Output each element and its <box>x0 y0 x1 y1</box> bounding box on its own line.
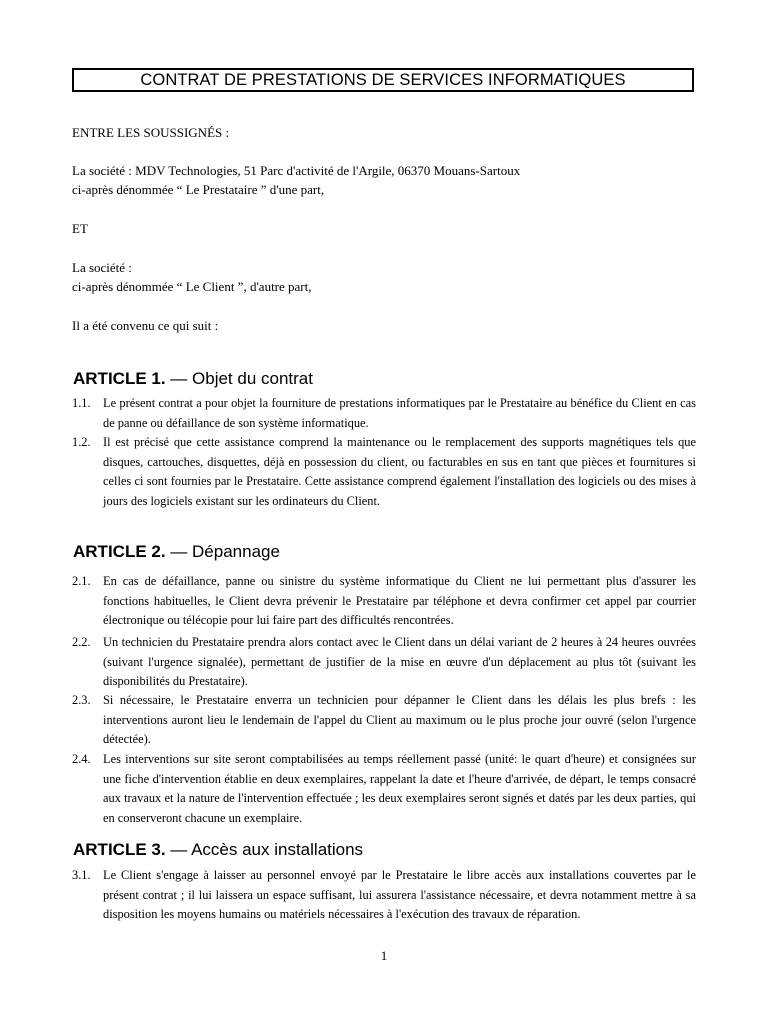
clause-number: 3.1. <box>72 868 91 882</box>
clause-number: 2.1. <box>72 574 91 588</box>
article-2-label: ARTICLE 2. <box>73 542 166 561</box>
et-separator: ET <box>72 221 88 236</box>
entre-les-soussignes: ENTRE LES SOUSSIGNÉS : <box>72 125 230 140</box>
clause-text: En cas de défaillance, panne ou sinistre du système informatique du Client ne lui permettant plus d'assurer les fonctions habituelles, le Client devra prévenir le Prestataire par téléphone et devra confirmer cet appel par courrier électronique ou télécopie pour lui faire part des difficultés rencontrées. <box>103 574 696 628</box>
article-3-title: — Accès aux installations <box>170 840 364 859</box>
clause-2-4 <box>72 750 696 828</box>
clause-number: 1.1. <box>72 396 91 410</box>
client-company: La société : <box>72 260 132 275</box>
article-1-label: ARTICLE 1. <box>73 369 166 388</box>
convenu-statement: Il a été convenu ce qui suit : <box>72 318 219 333</box>
clause-text: Si nécessaire, le Prestataire enverra un technicien pour dépanner le Client dans les délais les plus brefs : les interventions auront lieu le lendemain de l'appel du Client au maximum ou le plus proche jour ouvré (selon l'urgence détectée). <box>103 693 696 747</box>
clause-text: Le présent contrat a pour objet la fourniture de prestations informatiques par le Prestataire au bénéfice du Client en cas de panne ou défaillance de son système informatique. <box>103 396 696 430</box>
clause-1-2 <box>72 433 696 511</box>
clause-number: 1.2. <box>72 435 91 449</box>
clause-text: Le Client s'engage à laisser au personnel envoyé par le Prestataire le libre accès aux installations couvertes par le présent contrat ; il lui laissera un espace suffisant, lui assurera l'assistance nécessaire, et devra notamment mettre à sa disposition les moyens humains ou matériels nécessaires à l'exécution des travaux de réparation. <box>103 868 696 922</box>
clause-text: Un technicien du Prestataire prendra alors contact avec le Client dans un délai variant de 2 heures à 24 heures ouvrées (suivant l'urgence signalée), permettant de justifier de la mise en œuvre d'un déplacement au plus tôt (suivant les disponibilités du Prestataire). <box>103 635 696 689</box>
clause-3-1 <box>72 866 696 925</box>
document-title: CONTRAT DE PRESTATIONS DE SERVICES INFORMATIQUES <box>72 68 694 92</box>
article-2-title: — Dépannage <box>170 542 280 561</box>
client-designation: ci-après dénommée “ Le Client ”, d'autre part, <box>72 279 312 294</box>
clause-number: 2.3. <box>72 693 91 707</box>
article-3-label: ARTICLE 3. <box>73 840 166 859</box>
prestataire-address: La société : MDV Technologies, 51 Parc d'activité de l'Argile, 06370 Mouans-Sartoux <box>72 163 521 178</box>
clause-number: 2.4. <box>72 752 91 766</box>
clause-1-1 <box>72 394 696 433</box>
article-2-heading <box>73 542 280 562</box>
clause-number: 2.2. <box>72 635 91 649</box>
clause-2-3 <box>72 691 696 750</box>
clause-2-1 <box>72 572 696 631</box>
article-3-heading <box>73 840 363 860</box>
article-1-heading <box>73 369 313 389</box>
prestataire-designation: ci-après dénommée “ Le Prestataire ” d'une part, <box>72 182 325 197</box>
clause-2-2 <box>72 633 696 692</box>
page-number: 1 <box>380 948 388 963</box>
clause-text: Il est précisé que cette assistance comprend la maintenance ou le remplacement des supports magnétiques tels que disques, cartouches, disquettes, déjà en possession du client, ou facturables en sus en tant que pièces et fournitures si celles ci sont fournies par le Prestataire. Cette assistance comprend également l'installation des logiciels ou des mises à jours des logiciels existant sur les ordinateurs du Client. <box>103 435 696 508</box>
clause-text: Les interventions sur site seront comptabilisées au temps réellement passé (unité: le quart d'heure) et consignées sur une fiche d'intervention établie en deux exemplaires, rappelant la date et l'heure d'arrivée, de départ, le temps consacré aux travaux et la nature de l'intervention effectuée ; les deux exemplaires seront signés et datés par les deux parties, qui en conserveront chacune un exemplaire. <box>103 752 696 825</box>
article-1-title: — Objet du contrat <box>170 369 313 388</box>
